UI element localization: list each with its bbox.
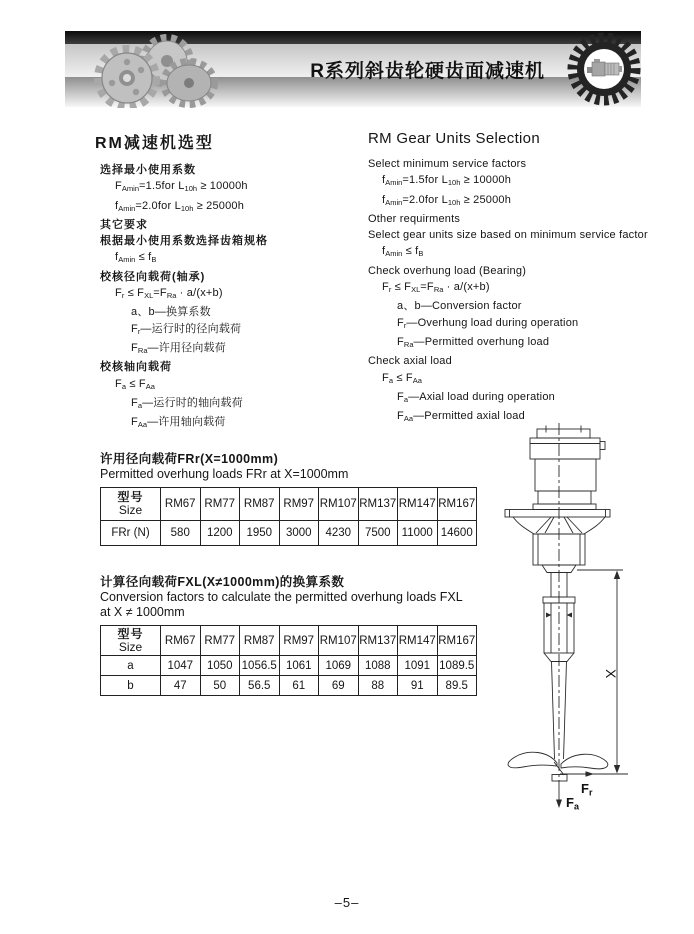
text-line: $F_{Amin}=1.5for$ $L_{10h} \ge 10000h$ <box>115 180 248 194</box>
model-header-cell: RM167 <box>437 626 477 656</box>
agitator-technical-drawing <box>488 418 683 818</box>
frr-row <box>101 521 477 546</box>
text-line: $F_a—Axial$ load during operation <box>397 390 555 404</box>
text-line: 选择最小使用系数 <box>100 164 196 176</box>
factor-b-row <box>101 676 477 696</box>
text-line: $f_{Amin} \le f_B$ <box>382 245 424 259</box>
frr-value-cell: 14600 <box>437 521 477 546</box>
model-header-cell: RM67 <box>161 626 201 656</box>
text-line: Select gear units size based on minimum service factor <box>368 229 648 242</box>
factor-b-cell: 56.5 <box>240 676 280 696</box>
model-header-cell: RM167 <box>437 488 477 521</box>
model-header-cell: RM107 <box>319 488 359 521</box>
text-line: $F_{Aa}—$许用轴向载荷 <box>131 416 226 430</box>
text-line: Check overhung load (Bearing) <box>368 264 527 277</box>
factor-a-cell: 1088 <box>358 656 398 676</box>
text-line: $f_{Amin} \le f_B$ <box>115 251 157 265</box>
model-header-cell: RM77 <box>200 626 240 656</box>
frr-value-cell: 1200 <box>200 521 240 546</box>
text-line: $F_r—Overhung$ load during operation <box>397 316 579 330</box>
model-header-cell: RM87 <box>240 488 280 521</box>
frr-row-label: FRr (N) <box>101 521 161 546</box>
text-line: Check axial load <box>368 355 452 368</box>
model-header-cell: RM77 <box>200 488 240 521</box>
table2-title-en-line1: Conversion factors to calculate the permitted overhung loads FXL <box>100 590 463 604</box>
text-line: 校核轴向载荷 <box>100 361 172 374</box>
text-line: Other requirments <box>368 212 461 225</box>
table2-title-zh: 计算径向载荷FXL(X≠1000mm)的换算系数 <box>100 575 345 589</box>
size-header-cell <box>101 488 161 521</box>
factor-a-cell: 1056.5 <box>240 656 280 676</box>
model-header-cell: RM97 <box>279 488 319 521</box>
text-line: a、b—Conversion factor <box>397 300 522 313</box>
page-header <box>65 31 641 107</box>
factor-a-label: a <box>101 656 161 676</box>
frr-value-cell: 7500 <box>358 521 398 546</box>
page-number: –5– <box>334 895 360 910</box>
page-title: R系列斜齿轮硬齿面减速机 <box>310 61 545 82</box>
selection-section-en <box>368 130 668 429</box>
model-header-cell: RM147 <box>398 488 438 521</box>
text-line: $F_r—$运行时的径向载荷 <box>131 322 242 336</box>
factor-a-row <box>101 656 477 676</box>
text-line: 其它要求 <box>100 218 148 231</box>
factor-b-cell: 88 <box>358 676 398 696</box>
factor-a-cell: 1069 <box>319 656 359 676</box>
factor-a-cell: 1089.5 <box>437 656 477 676</box>
model-header-cell: RM147 <box>398 626 438 656</box>
size-header-zh: 型号 <box>117 626 144 641</box>
size-header-en: Size <box>118 639 143 654</box>
text-line: Select minimum service factors <box>368 158 527 170</box>
factor-b-label: b <box>101 676 161 696</box>
text-line: $F_{Aa}—Permitted$ axial load <box>397 410 525 424</box>
section-title-zh: RM减速机选型 <box>95 135 214 152</box>
text-line: $f_{Amin}=1.5for$ $L_{10h} \ge 10000h$ <box>382 174 512 188</box>
table1-header-row <box>101 488 477 521</box>
permitted-loads-block <box>100 452 480 546</box>
size-header-zh: 型号 <box>117 490 144 504</box>
text-line: $F_a—$运行时的轴向载荷 <box>131 396 243 410</box>
selection-lines-zh <box>95 164 363 431</box>
factor-b-cell: 47 <box>161 676 201 696</box>
frr-value-cell: 3000 <box>279 521 319 546</box>
factor-b-cell: 61 <box>279 676 319 696</box>
dimension-x-label: X <box>603 669 619 679</box>
frr-value-cell: 4230 <box>319 521 359 546</box>
model-header-cell: RM137 <box>358 626 398 656</box>
conversion-factors-block <box>100 575 480 696</box>
text-line: 校核径向载荷(轴承) <box>100 270 206 283</box>
text-line: $F_{Ra}—Permitted$ overhung load <box>397 335 550 349</box>
factor-a-cell: 1050 <box>200 656 240 676</box>
text-line: $F_r \le F_{XL}=F_{Ra} \cdot a/(x+b)$ <box>115 287 223 301</box>
gear-ring-emblem-icon <box>556 30 652 108</box>
factor-b-cell: 69 <box>319 676 359 696</box>
text-line: 根据最小使用系数选择齿箱规格 <box>100 235 268 248</box>
frr-value-cell: 1950 <box>240 521 280 546</box>
text-line: $F_a \le F_{Aa}$ <box>382 371 422 385</box>
size-header-cell <box>101 626 161 656</box>
text-line: $F_a \le F_{Aa}$ <box>115 377 155 391</box>
text-line: a、b—换算系数 <box>131 306 211 319</box>
factor-a-cell: 1047 <box>161 656 201 676</box>
factor-b-cell: 50 <box>200 676 240 696</box>
table2-header-row <box>101 626 477 656</box>
table2-title-en-line2: at X ≠ 1000mm <box>100 605 185 619</box>
frr-value-cell: 580 <box>161 521 201 546</box>
permitted-loads-table <box>100 487 477 546</box>
model-header-cell: RM67 <box>161 488 201 521</box>
table1-title-en: Permitted overhung loads FRr at X=1000mm <box>100 467 349 481</box>
text-line: $f_{Amin}=2.0for$ $L_{10h} \ge 25000h$ <box>115 199 245 213</box>
selection-section-zh <box>95 130 363 435</box>
model-header-cell: RM87 <box>240 626 280 656</box>
model-header-cell: RM97 <box>279 626 319 656</box>
selection-lines-en <box>368 158 668 425</box>
radial-force-label: Fr <box>581 781 593 798</box>
frr-value-cell: 11000 <box>398 521 438 546</box>
text-line: $f_{Amin}=2.0for$ $L_{10h} \ge 25000h$ <box>382 193 512 207</box>
size-header-en: Size <box>118 503 143 517</box>
factor-a-cell: 1091 <box>398 656 438 676</box>
model-header-cell: RM137 <box>358 488 398 521</box>
text-line: $F_{Ra}—$许用径向载荷 <box>131 341 226 355</box>
section-title-en: RM Gear Units Selection <box>368 130 540 147</box>
gears-photo-icon <box>75 33 225 108</box>
conversion-factors-table <box>100 625 477 696</box>
factor-b-cell: 91 <box>398 676 438 696</box>
model-header-cell: RM107 <box>319 626 359 656</box>
factor-b-cell: 89.5 <box>437 676 477 696</box>
table1-title-zh: 许用径向载荷FRr(X=1000mm) <box>100 452 279 466</box>
axial-force-label: Fa <box>566 795 579 812</box>
text-line: $F_r \le F_{XL}=F_{Ra} \cdot a/(x+b)$ <box>382 281 490 295</box>
factor-a-cell: 1061 <box>279 656 319 676</box>
